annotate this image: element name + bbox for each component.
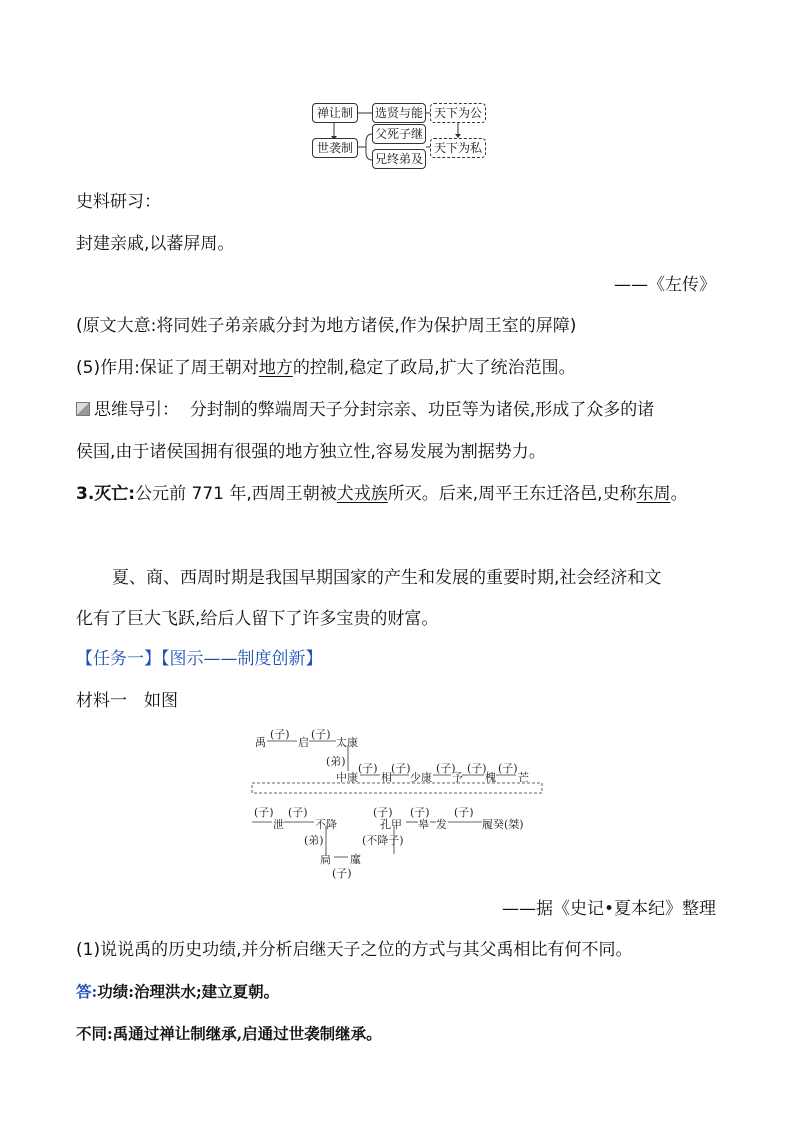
g-zi-8: (子) <box>254 806 274 819</box>
tianxia-gong-box: 天下为公 <box>430 103 486 123</box>
tianxia-si-box: 天下为私 <box>430 138 486 158</box>
quote: 封建亲戚,以蕃屏周。 <box>76 234 235 254</box>
fall-b: 所灭。后来,周平王东迁洛邑,史称 <box>387 484 637 504</box>
g-kongjia: 孔甲 <box>380 818 402 831</box>
g-fa: 发 <box>436 818 447 831</box>
effect-underline: 地方 <box>258 358 293 378</box>
system-diagram <box>312 102 487 168</box>
g-mang: 芒 <box>518 771 529 784</box>
g-yu: 禹 <box>255 736 266 749</box>
g-zi-9: (子) <box>288 806 308 819</box>
genealogy-lines <box>250 722 550 882</box>
g-zi-4: (子) <box>391 762 411 775</box>
effect-line <box>76 356 576 380</box>
g-jiong: 扃 <box>320 853 331 866</box>
xiongzhong-box: 兄终弟及 <box>372 149 426 169</box>
g-taikang: 太康 <box>336 736 358 749</box>
fall-line <box>76 482 688 506</box>
g-zi-6: (子) <box>467 762 487 775</box>
guide-text-1: 分封制的弊端周天子分封宗亲、功臣等为诸侯,形成了众多的诸 <box>189 400 655 420</box>
g-zhongkang: 中康 <box>336 771 358 784</box>
intro-line-2: 化有了巨大飞跃,给后人留下了许多宝贵的财富。 <box>76 609 439 629</box>
fall-c: 。 <box>670 484 688 504</box>
material-source: ——据《史记•夏本纪》整理 <box>501 899 716 919</box>
fall-u1: 犬戎族 <box>336 484 388 504</box>
g-di-1: (弟) <box>326 755 346 768</box>
g-zi-10: (子) <box>373 806 393 819</box>
g-xiang: 相 <box>381 771 392 784</box>
genealogy-diagram <box>250 722 550 882</box>
guide-label: 思维导引： <box>94 400 179 420</box>
g-zi-2: (子) <box>311 728 331 741</box>
g-lugui: 履癸(桀) <box>482 818 524 831</box>
answer-line-1 <box>76 980 279 1004</box>
g-di-2: (弟) <box>304 834 324 847</box>
material-label: 材料一 如图 <box>76 691 178 711</box>
fall-label: 3.灭亡: <box>76 484 136 504</box>
quote-source: ——《左传》 <box>614 275 716 295</box>
shanrang-box: 禅让制 <box>312 103 358 123</box>
g-zi-1: (子) <box>270 728 290 741</box>
g-yu2: 予 <box>452 771 463 784</box>
xuanxian-box: 选贤与能 <box>372 103 426 123</box>
fuzi-box: 父死子继 <box>372 124 426 144</box>
answer-1: 功绩:治理洪水;建立夏朝。 <box>97 982 280 1001</box>
shixi-box: 世袭制 <box>312 138 358 158</box>
g-zi-3: (子) <box>358 762 378 775</box>
g-bujiangzi: (不降子) <box>362 834 404 847</box>
effect-suffix: 的控制,稳定了政局,扩大了统治范围。 <box>292 358 576 378</box>
guide-line-2: 侯国,由于诸侯国拥有很强的地方独立性,容易发展为割据势力。 <box>76 442 546 462</box>
task-title: 【任务一】【图示——制度创新】 <box>76 649 323 669</box>
g-shaokang: 少康 <box>410 771 432 784</box>
intro-line-1: 夏、商、西周时期是我国早期国家的产生和发展的重要时期,社会经济和文 <box>112 568 662 588</box>
paraphrase: (原文大意:将同姓子弟亲戚分封为地方诸侯,作为保护周王室的屏障) <box>76 316 577 336</box>
g-jin: 廑 <box>350 853 361 866</box>
question-1: (1)说说禹的历史功绩,并分析启继天子之位的方式与其父禹相比有何不同。 <box>76 940 633 960</box>
guide-line-1 <box>76 398 654 422</box>
g-qi: 启 <box>298 736 309 749</box>
g-zi-7: (子) <box>498 762 518 775</box>
g-bujiang: 不降 <box>315 818 337 831</box>
effect-prefix: (5)作用:保证了周王朝对 <box>76 358 259 378</box>
g-huai: 槐 <box>485 771 496 784</box>
fall-u2: 东周 <box>636 484 671 504</box>
fall-a: 公元前 771 年,西周王朝被 <box>135 484 337 504</box>
guide-icon <box>76 402 90 416</box>
g-gao: 皋 <box>418 818 429 831</box>
g-zi-5: (子) <box>436 762 456 775</box>
g-zi-12: (子) <box>454 806 474 819</box>
answer-line-2: 不同:禹通过禅让制继承,启通过世袭制继承。 <box>76 1024 382 1043</box>
g-zi-13: (子) <box>332 867 352 880</box>
g-xie: 泄 <box>273 818 284 831</box>
answer-label: 答: <box>76 982 98 1001</box>
g-zi-11: (子) <box>410 806 430 819</box>
shiliao-label: 史料研习： <box>76 192 161 212</box>
